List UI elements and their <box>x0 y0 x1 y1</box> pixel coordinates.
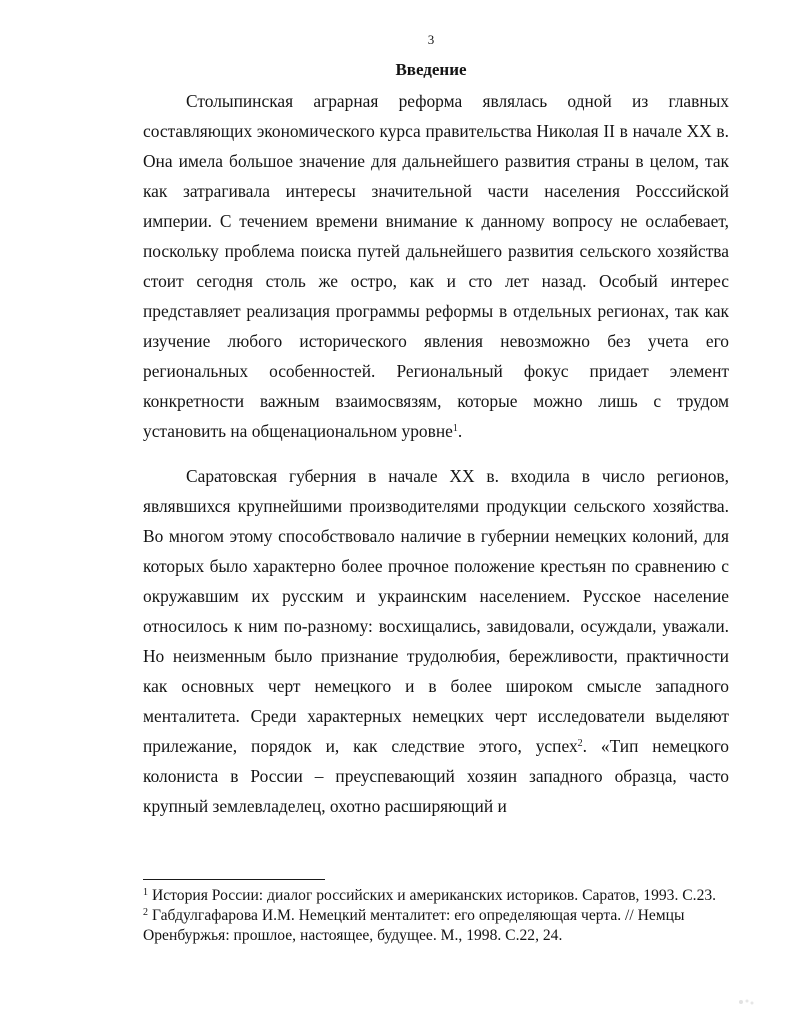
corner-mark-icon <box>737 996 755 1008</box>
paragraph-2 <box>143 461 729 821</box>
paragraph-2-text: Саратовская губерния в начале XX в. входила в число регионов, являвшихся крупнейшими производителями продукции сельского хозяйства. Во многом этому способствовало наличие в губернии немецких колоний, для которых было характерно более прочное положение крестьян по сравнению с окружавшим их русским и украинским населением. Русское население относилось к ним по-разному: восхищались, завидовали, осуждали, уважали. Но неизменным было признание трудолюбия, бережливости, практичности как основных черт немецкого и в более широком смысле западного менталитета. Среди характерных немецких черт исследователи выделяют прилежание, порядок и, как следствие этого, успех <box>143 466 729 756</box>
footnote-ref-2[interactable]: 2 <box>577 738 583 749</box>
footnote-separator <box>143 879 325 880</box>
body-text <box>143 86 729 821</box>
footnotes <box>143 886 733 946</box>
page-number: 3 <box>427 32 435 47</box>
footnote-text-2: Габдулгафарова И.М. Немецкий менталитет: его определяющая черта. // Немцы Оренбуржья: прошлое, настоящее, будущее. М., 1998. С.22, 24. <box>143 907 685 944</box>
footnote-text-1: История России: диалог российских и американских историков. Саратов, 1993. С.23. <box>152 887 717 904</box>
section-heading: Введение <box>395 60 467 79</box>
paragraph-1-tail: . <box>457 421 463 441</box>
corner-mark <box>737 996 755 1008</box>
footnote-2 <box>143 906 733 946</box>
footnote-1 <box>143 886 733 906</box>
paragraph-1-text: Столыпинская аграрная реформа являлась одной из главных составляющих экономического курса правительства Николая II в начале XX в. Она имела большое значение для дальнейшего развития страны в целом, так как затрагивала интересы значительной части населения Росссийской империи. С течением времени внимание к данному вопросу не ослабевает, поскольку проблема поиска путей дальнейшего развития сельского хозяйства стоит сегодня столь же остро, как и сто лет назад. Особый интерес представляет реализация программы реформы в отдельных регионах, так как изучение любого исторического явления невозможно без учета его региональных особенностей. Региональный фокус придает элемент конкретности важным взаимосвязям, которые можно лишь с трудом установить на общенациональном уровне <box>143 91 729 441</box>
footnote-ref-1[interactable]: 1 <box>452 423 458 434</box>
paragraph-1 <box>143 86 729 446</box>
footnote-number-2: 2 <box>143 907 148 918</box>
paragraph-2-tail: . «Тип немецкого колониста в России – преуспевающий хозяин западного образца, часто крупный землевладелец, охотно расширяющий и <box>143 736 729 816</box>
footnote-number-1: 1 <box>143 887 148 898</box>
